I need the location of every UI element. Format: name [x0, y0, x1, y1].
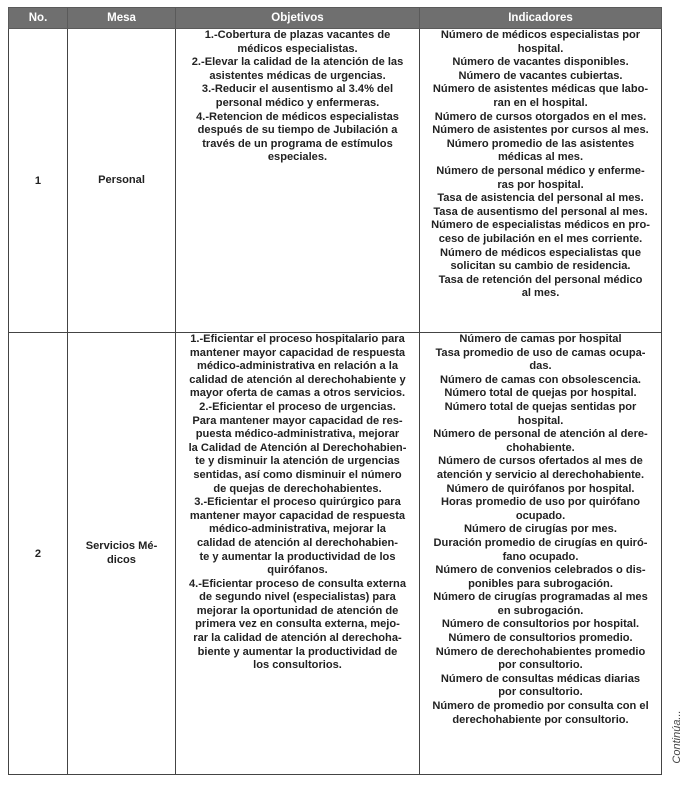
cell-line: mantener mayor capacidad de respuesta [189, 346, 406, 359]
cell-line: médicos especialistas. [237, 42, 358, 55]
cell-line: ran en el hospital. [493, 96, 588, 109]
cell-line: Número de consultorios promedio. [448, 632, 633, 645]
cell-line: quirófanos. [267, 564, 328, 577]
cell-line: 1.-Cobertura de plazas vacantes de [204, 29, 391, 41]
cell-line: Tasa de retención del personal médico [438, 273, 643, 286]
cell-line: chohabiente. [506, 441, 575, 454]
cell-line: 1.-Eficientar el proceso hospitalario para [190, 333, 405, 345]
cell-line: sentidas, así como disminuir el número [193, 468, 402, 481]
cell-line: Número de personal médico y enferme- [436, 164, 645, 177]
cell-line: hospital. [517, 42, 564, 55]
objectives-table [8, 7, 662, 775]
cell-line: por consultorio. [498, 686, 583, 699]
table-row [9, 29, 662, 333]
cell-line: Servicios Mé- [85, 539, 158, 552]
cell-line: calidad de atención al derechohabien- [197, 536, 398, 549]
cell-line: médicas al mes. [497, 151, 584, 164]
header-objetivos: Objetivos [176, 8, 420, 29]
cell-line: ras por hospital. [497, 178, 584, 191]
cell-line: Número de especialistas médicos en pro- [431, 219, 650, 232]
cell-line: 4.-Eficientar proceso de consulta externa [188, 577, 407, 590]
cell-line: Número de cirugías programadas al mes [433, 591, 648, 604]
cell-line: médico-administrativa en relación a la [197, 360, 398, 373]
cell-line: Número total de quejas sentidas por [444, 400, 637, 413]
cell-line: Número de consultas médicas diarias [440, 672, 641, 685]
row-number: 1 [9, 29, 68, 333]
continua-text: Continúa... [671, 710, 683, 764]
table-row [9, 333, 662, 775]
cell-line: primera vez en consulta externa, mejo- [195, 618, 400, 631]
cell-line: especiales. [267, 151, 328, 164]
cell-line: derechohabiente por consultorio. [452, 713, 629, 726]
cell-line: los consultorios. [253, 659, 342, 672]
header-indicadores: Indicadores [420, 8, 662, 29]
cell-line: 2.-Elevar la calidad de la atención de las [191, 56, 404, 69]
cell-line: 3.-Eficientar el proceso quirúrgico para [194, 496, 401, 509]
cell-line: biente y aumentar la productividad de [197, 645, 398, 658]
cell-line: Número total de quejas por hospital. [444, 387, 637, 400]
cell-line: puesta médico-administrativa, mejorar [195, 428, 400, 441]
cell-line: calidad de atención al derechohabiente y [189, 373, 406, 386]
cell-line: por consultorio. [498, 659, 583, 672]
cell-line: asistentes médicas de urgencias. [209, 69, 386, 82]
cell-line: Número de promedio por consulta con el [432, 700, 649, 713]
cell-line: Horas promedio de uso por quirófano [440, 496, 641, 509]
cell-line: 3.-Reducir el ausentismo al 3.4% del [201, 83, 394, 96]
header-no: No. [9, 8, 68, 29]
cell-line: después de su tiempo de Jubilación a [197, 124, 398, 137]
cell-line: Número de camas por hospital [459, 333, 622, 345]
cell-line: solicitan su cambio de residencia. [450, 260, 631, 273]
cell-line: Número de personal de atención al dere- [433, 428, 648, 441]
cell-line: la Calidad de Atención al Derechohabien- [188, 441, 407, 454]
cell-line: en subrogación. [497, 604, 584, 617]
cell-line: Tasa de ausentismo del personal al mes. [433, 205, 648, 218]
cell-line: Número de asistentes médicas que labo- [432, 83, 649, 96]
cell-line: das. [529, 360, 552, 373]
cell-line: Número de vacantes disponibles. [452, 56, 629, 69]
cell-line: mayor oferta de camas a otros servicios. [189, 387, 406, 400]
objetivos-cell [176, 29, 420, 333]
header-mesa: Mesa [68, 8, 176, 29]
cell-line: Número de quirófanos por hospital. [446, 482, 635, 495]
cell-line: Número de convenios celebrados o dis- [435, 564, 646, 577]
cell-line: Número de médicos especialistas por [440, 29, 641, 41]
cell-line: Número de consultorios por hospital. [441, 618, 640, 631]
cell-line: personal médico y enfermeras. [215, 96, 380, 109]
cell-line: Duración promedio de cirugías en quiró- [433, 536, 648, 549]
cell-line: 4.-Retencion de médicos especialistas [196, 110, 399, 123]
cell-line: Tasa promedio de uso de camas ocupa- [435, 346, 646, 359]
cell-line: fano ocupado. [502, 550, 579, 563]
cell-line: médico-administrativa, mejorar la [209, 523, 386, 536]
cell-line: Número de asistentes por cursos al mes. [432, 124, 649, 137]
cell-line: ponibles para subrogación. [468, 577, 613, 590]
cell-line: al mes. [521, 287, 560, 300]
cell-line: mejorar la oportunidad de atención de [196, 604, 399, 617]
mesa-cell [68, 29, 176, 333]
cell-line: ceso de jubilación en el mes corriente. [438, 232, 643, 245]
cell-line: Número de cursos otorgados en el mes. [434, 110, 647, 123]
cell-line: Número de médicos especialistas que [440, 246, 641, 259]
cell-line: Número de derechohabientes promedio [435, 645, 646, 658]
cell-line: de quejas de derechohabientes. [213, 482, 382, 495]
continua-note [666, 692, 688, 782]
row-number: 2 [9, 333, 68, 775]
cell-line: rar la calidad de atención al derechoha- [193, 632, 402, 645]
cell-line: 2.-Eficientar el proceso de urgencias. [199, 400, 396, 413]
cell-line: hospital. [517, 414, 564, 427]
cell-line: Número de camas con obsolescencia. [440, 373, 641, 386]
cell-line: te y disminuir la atención de urgencias [195, 455, 400, 468]
cell-line: Número de cirugías por mes. [464, 523, 617, 536]
indicadores-cell [420, 29, 662, 333]
header-row [9, 8, 662, 29]
cell-line: Número de cursos ofertados al mes de [438, 455, 643, 468]
cell-line: ocupado. [515, 509, 566, 522]
cell-line: Tasa de asistencia del personal al mes. [437, 192, 644, 205]
cell-line: Personal [98, 173, 145, 186]
cell-line: dicos [107, 553, 136, 566]
cell-line: atención y servicio al derechohabiente. [436, 468, 645, 481]
mesa-cell [68, 333, 176, 775]
cell-line: través de un programa de estímulos [202, 137, 393, 150]
indicadores-cell [420, 333, 662, 775]
cell-line: Para mantener mayor capacidad de res- [192, 414, 403, 427]
cell-line: Número de vacantes cubiertas. [458, 69, 623, 82]
cell-line: mantener mayor capacidad de respuesta [189, 509, 406, 522]
cell-line: de segundo nivel (especialistas) para [199, 591, 396, 604]
cell-line: Número promedio de las asistentes [446, 137, 635, 150]
cell-line: te y aumentar la productividad de los [199, 550, 396, 563]
objetivos-cell [176, 333, 420, 775]
